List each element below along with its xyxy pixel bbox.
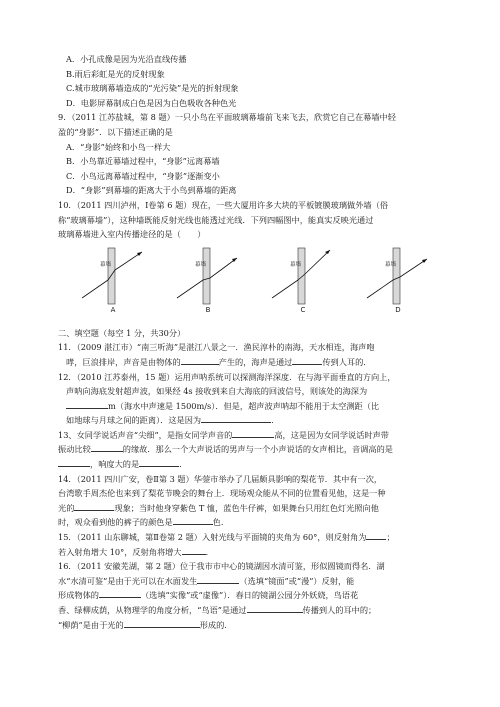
q14-line-1: 14．（2011 四川广安，卷Ⅱ第 3 题）华蓥市举办了几届颇具影响的梨花节．其中有一次， bbox=[58, 473, 383, 484]
q15-blank-2[interactable] bbox=[182, 545, 206, 555]
incident-ray bbox=[367, 280, 393, 298]
glass-wall bbox=[203, 248, 210, 304]
q13-blank-3[interactable] bbox=[58, 457, 90, 467]
glass-wall bbox=[393, 248, 400, 304]
q16-line-2 bbox=[58, 574, 458, 589]
q14-blank-2[interactable] bbox=[173, 515, 213, 525]
q13-text-c: 振动比较 bbox=[58, 444, 91, 455]
q12-line-2: 声呐向海底发射超声波，如果经 4s 接收到来自大海底的回波信号，则该处的海深为 bbox=[66, 386, 368, 397]
q13-line-1 bbox=[58, 428, 458, 443]
q14-text-d: 色. bbox=[212, 517, 224, 528]
q13-blank-2[interactable] bbox=[91, 442, 123, 452]
q13-text-a: 13、女同学说话声音“尖细”，是指女同学声音的 bbox=[58, 429, 233, 440]
q10-figure-a bbox=[78, 244, 148, 316]
q12-blank-2[interactable] bbox=[201, 413, 271, 423]
q10-stem-1: 10．（2011 四川泸州，Ⅰ卷第 6 题）现在，一些大厦用许多大块的平板镀膜玻璃做外墙（俗 bbox=[58, 199, 388, 210]
wall-label: 幕墙 bbox=[385, 261, 397, 268]
q8-option-c: C.城市玻璃幕墙造成的“光污染”是光的折射现象 bbox=[66, 83, 239, 94]
q13-text-f: . bbox=[179, 459, 182, 470]
q15-line-2 bbox=[58, 545, 458, 560]
q11-blank-1[interactable] bbox=[181, 355, 219, 365]
q9-stem-1: 9．（2011 江苏盐城，第 8 题）一只小鸟在平面玻璃幕墙前飞来飞去，欣赏它自己在幕墙中轻 bbox=[58, 112, 396, 123]
q13-text-b: 高，这是因为女同学说话时声带 bbox=[274, 429, 389, 440]
arrow-head bbox=[325, 250, 330, 254]
incident-ray bbox=[82, 280, 108, 298]
q10-stem-3: 玻璃幕墙进入室内传播途径的是（ ） bbox=[58, 229, 206, 240]
q16-text-f: 传播到人的耳中的； bbox=[302, 605, 377, 615]
q12-text-c: . bbox=[271, 415, 274, 426]
worksheet-page bbox=[58, 52, 458, 632]
q14-text-b: 现象；当时他身穿紫色 T 恤，蓝色牛仔裤，如果舞台只用红色灯光照向他 bbox=[114, 502, 379, 513]
glass-wall bbox=[298, 248, 305, 304]
glass-wall bbox=[108, 248, 115, 304]
wall-label: 幕墙 bbox=[100, 261, 112, 268]
figure-b-diagram bbox=[173, 244, 243, 306]
q16-text-h: 形成的. bbox=[199, 619, 227, 630]
q14-line-2: 台湾歌手周杰伦也来到了梨花节晚会的舞台上．现场观众能从不同的位置看见他，这是一种 bbox=[58, 488, 386, 499]
incident-ray bbox=[177, 280, 203, 298]
figure-c-diagram bbox=[268, 244, 338, 306]
q14-line-3 bbox=[58, 501, 458, 516]
section-title: 二、填空题（每空 1 分，共30分） bbox=[58, 327, 186, 338]
figure-label-c: C bbox=[300, 305, 306, 314]
q8-option-d: D．电影屏幕制成白色是因为白色吸收各种色光 bbox=[66, 97, 237, 108]
q9-option-a: A．“身影”始终和小鸟一样大 bbox=[66, 141, 171, 152]
wall-label: 幕墙 bbox=[195, 261, 207, 268]
arrow-head bbox=[422, 259, 427, 263]
figure-label-d: D bbox=[395, 305, 401, 314]
q16-line-1: 16．（2011 安徽芜湖，第 2 题）位于我市市中心的镜湖因水清可鉴，形似圆镜而得名．湖 bbox=[58, 561, 385, 572]
q13-line-2 bbox=[58, 442, 458, 457]
emergent-ray bbox=[305, 250, 330, 274]
q9-option-c: C．小鸟远离幕墙过程中，“身影”逐渐变小 bbox=[66, 170, 220, 181]
q8-option-b: B.雨后彩虹是光的反射现象 bbox=[66, 68, 165, 79]
q16-blank-3[interactable] bbox=[247, 603, 303, 613]
q11-text-b: 产生的，海声是通过 bbox=[218, 356, 293, 367]
figure-label-b: B bbox=[205, 305, 211, 314]
q12-blank-1[interactable] bbox=[66, 399, 108, 409]
incident-ray bbox=[272, 280, 298, 298]
q8-option-a: A．小孔成像是因为光沿直线传播 bbox=[66, 54, 187, 64]
q13-blank-4[interactable] bbox=[139, 457, 179, 467]
q11-line-2 bbox=[58, 355, 458, 370]
q13-text-e: ，响度大的是 bbox=[90, 459, 140, 470]
q11-line-1: 11．（2009 湛江市）“南三听海”是湛江八景之一．渔民淳朴的南海，天水相连，海声咆 bbox=[58, 342, 375, 353]
arrow-head bbox=[137, 252, 142, 256]
q10-stem-2: 称“玻璃幕墙”），这种墙既能反射光线也能透过光线．下列四幅图中，能真实反映光通过 bbox=[58, 214, 374, 225]
emergent-ray bbox=[400, 259, 427, 277]
figure-a-diagram bbox=[78, 244, 148, 306]
q11-blank-2[interactable] bbox=[292, 355, 322, 365]
figure-d-diagram bbox=[363, 244, 433, 306]
q14-text-c: 时，观众看到他的裤子的颜色是 bbox=[58, 517, 173, 528]
q9-stem-2: 盈的“身影”．以下描述正确的是 bbox=[58, 126, 173, 137]
emergent-ray bbox=[115, 252, 142, 270]
q16-text-e: 香、绿柳成荫，从物理学的角度分析，“鸟语”是通过 bbox=[58, 605, 247, 615]
q14-blank-1[interactable] bbox=[74, 501, 114, 511]
q15-blank-1[interactable] bbox=[366, 530, 386, 540]
q16-text-a: 水“水清可鉴”是由于光可以在水面发生 bbox=[58, 575, 198, 586]
q15-text-a: 15．（2011 山东聊城，第Ⅱ卷第 2 题）入射光线与平面镜的夹角为 60°，则反射角为 bbox=[58, 532, 367, 543]
q10-figure-b bbox=[173, 244, 243, 316]
q12-text-a: m（海水中声速是 1500m/s）．但是，超声波声呐却不能用于太空测距（比 bbox=[108, 400, 380, 411]
q16-blank-2[interactable] bbox=[99, 588, 141, 598]
q16-blank-1[interactable] bbox=[197, 574, 239, 584]
q11-text-a: 哮，巨浪排岸，声音是由物体的 bbox=[66, 356, 181, 367]
q12-line-4 bbox=[58, 413, 458, 428]
figure-label-a: A bbox=[110, 305, 116, 314]
wall-label: 幕墙 bbox=[290, 261, 302, 268]
q14-line-4 bbox=[58, 515, 458, 530]
q16-line-3 bbox=[58, 588, 458, 603]
q16-text-c: 形成物体的 bbox=[58, 590, 99, 601]
q15-text-d: . bbox=[205, 546, 209, 557]
q10-figure-c bbox=[268, 244, 338, 316]
q12-line-3 bbox=[58, 399, 458, 414]
q13-blank-1[interactable] bbox=[232, 428, 274, 438]
q13-text-d: 的缘故．那么一个大声说话的男声与一个小声说话的女声相比，音调高的是 bbox=[122, 444, 393, 455]
emergent-ray bbox=[210, 258, 237, 278]
q15-line-1 bbox=[58, 530, 458, 545]
q9-option-d: D．“身影”到幕墙的距离大于小鸟到幕墙的距离 bbox=[66, 185, 237, 196]
q16-line-5 bbox=[58, 618, 458, 633]
q15-text-b: ； bbox=[386, 532, 395, 543]
q10-figure-d bbox=[363, 244, 433, 316]
q16-text-d: （选填“实像”或“虚像”）．春日的镜湖公园分外妖娆，鸟语花 bbox=[140, 590, 359, 601]
q14-text-a: 光的 bbox=[58, 502, 75, 513]
q16-line-4 bbox=[58, 603, 458, 618]
q16-text-g: “柳荫”是由于光的 bbox=[58, 619, 124, 630]
q11-text-c: 传到人耳的. bbox=[322, 356, 366, 367]
q12-line-1: 12．（2010 江苏泰州，15 题）运用声呐系统可以探测海洋深度．在与海平面垂直的方向上， bbox=[58, 371, 396, 382]
q10-figures bbox=[58, 244, 458, 322]
q16-text-b: （选填“镜面”或“漫”）反射，能 bbox=[239, 575, 355, 586]
q9-option-b: B．小鸟靠近幕墙过程中，“身影”远离幕墙 bbox=[66, 156, 220, 167]
q12-text-b: 如地球与月球之间的距离）．这是因为 bbox=[66, 415, 202, 426]
q13-line-3 bbox=[58, 457, 458, 472]
q15-text-c: 若入射角增大 10°，反射角将增大 bbox=[58, 546, 182, 557]
q16-blank-4[interactable] bbox=[124, 618, 200, 628]
